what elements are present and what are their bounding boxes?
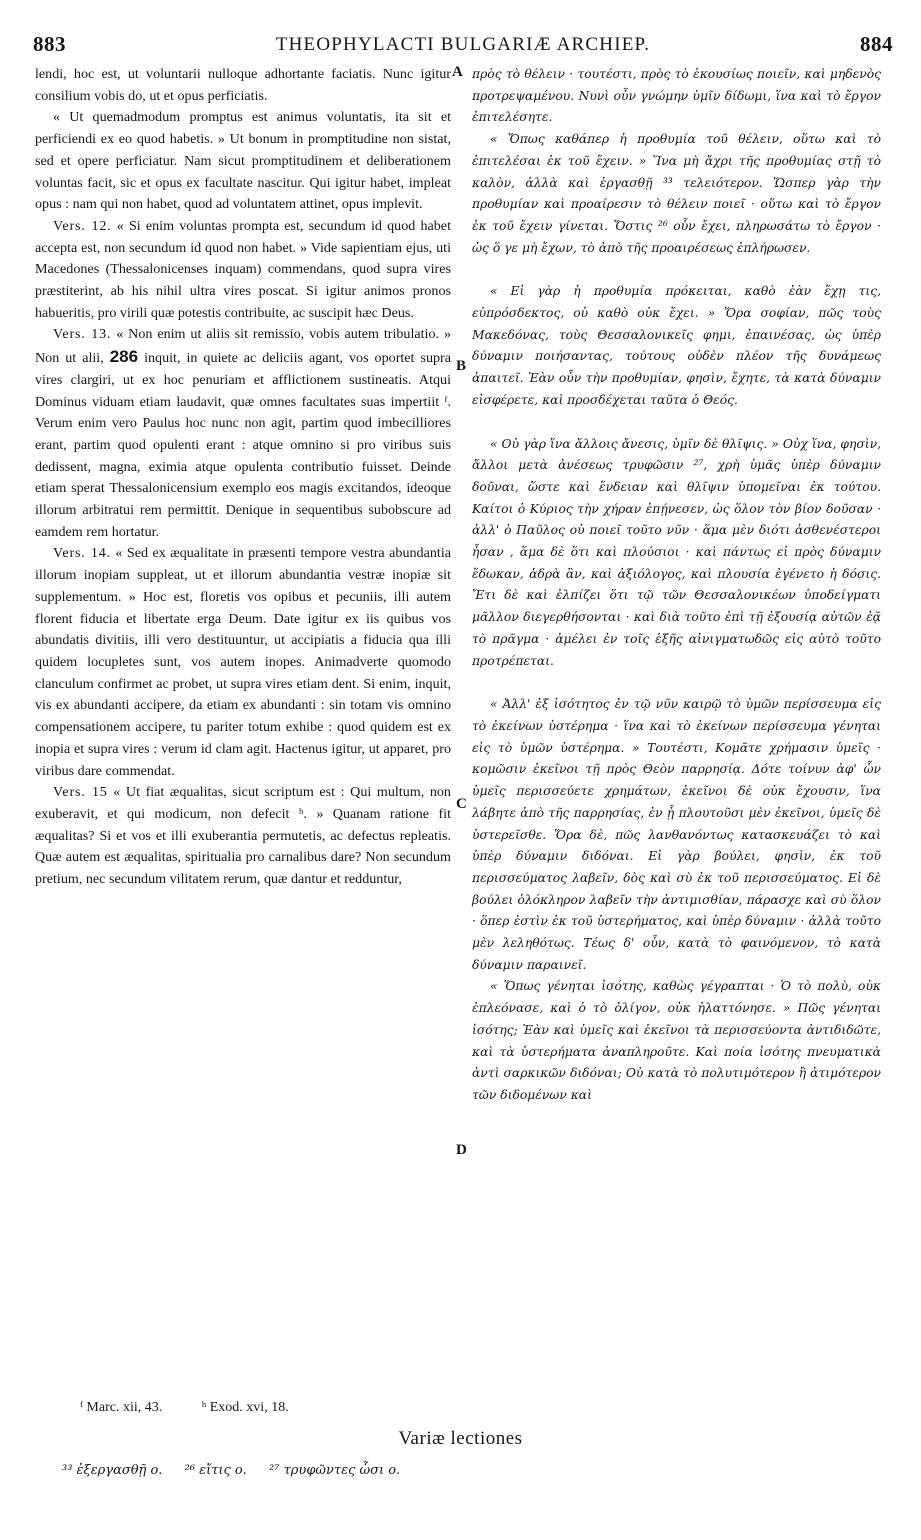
greek-paragraph: « Εἰ γὰρ ἡ προθυμία πρόκειται, καθὸ ἐὰν ἔχῃ τις, εὐπρόσδεκτος, οὐ καθὸ οὐκ ἔχει. » Ὅρα σοφίαν, πῶς τοὺς Μακεδόνας, τοὺς Θεσσαλονικεῖς φημι, ἐπαινέσας, ὡς ὑπὲρ δύναμιν ποιήσαντας, τούτους οὐδὲν πλέον τῆς δυνάμεως ἀπαιτεῖ. Ἐὰν οὖν τὴν προθυμίαν, φησὶν, ἔχητε, τὰ κατὰ δύναμιν εἰσφέρετε, καὶ προσδέχεται ταῦτα ὁ Θεός. (472, 284, 881, 407)
verse-text: inquit, in quiete ac deliciis agant, vos oportet supra vires clargiri, ut ex hoc penuriam et afflictionem sustineatis. Atqui Dominus viduam etiam laudavit, quæ omnes facultates suas impertiit ᶠ. Verum enim vero Paulus hoc nunc non agit, partim quod imbecilliores erant, partim quod opulenti erant : atque omnino si pro viribus suis dedissent, magna, eximia atque opulenta contributio fuisset. Deinde etiam sperat Thessalonicensium exemplo eos magis excitandos, ideoque illorum arbitratui rem permittit. Denique in sequentibus subobscure ad eamdem rem hortatur. (35, 350, 451, 540)
section-marker-c: C (456, 796, 467, 812)
page-number-left: 883 (33, 32, 66, 56)
page-header (33, 32, 893, 60)
latin-verse-13 (35, 324, 451, 543)
greek-paragraph: « Οὐ γὰρ ἵνα ἄλλοις ἄνεσις, ὑμῖν δὲ θλῖψις. » Οὐχ ἵνα, φησὶν, ἄλλοι μετὰ ἀνέσεως τρυφῶσιν ²⁷, χρὴ ὑμᾶς ὑπὲρ δύναμιν δοῦναι, ὥστε καὶ ἔνδειαν καὶ θλῖψιν ὑπομεῖναι ἐκ τούτου. Καίτοι ὁ Κύριος τὴν χήραν ἐπῄνεσεν, ὡς ὅλον τὸν βίον δοῦσαν · ἀλλ' ὁ Παῦλος οὐ ποιεῖ τοῦτο νῦν · ἅμα μὲν διότι ἀσθενέστεροι ἦσαν , ἅμα δὲ ὅτι καὶ πλούσιοι · καὶ πάντως εἰ πρὸς δύναμιν ἔδωκαν, ἁδρὰ ἂν, καὶ ἀξιόλογος, καὶ πλουσία ἐγένετο ἡ δόσις. Ἔτι δὲ καὶ ἐλπίζει ὅτι τῷ τῶν Θεσσαλονικέων ὑποδείγματι μᾶλλον διεγερθήσονται · καὶ διὰ τοῦτο ἐπὶ τῇ ἐξουσίᾳ αὐτῶν ἐᾷ τὸ πρᾶγμα · ἀμέλει ἐν τοῖς ἑξῆς αἰνιγματωδῶς εἰς αὐτὸ τοῦτο προτρέπεται. (472, 436, 881, 668)
footnote-h: ʰ Exod. xvi, 18. (201, 1400, 289, 1415)
footnotes (80, 1400, 325, 1416)
variant-27: ²⁷ τρυφῶντες ὦσι ο. (269, 1463, 401, 1478)
greek-paragraph: « Ὅπως καθάπερ ἡ προθυμία τοῦ θέλειν, οὕτω καὶ τὸ ἐπιτελέσαι ἐκ τοῦ ἔχειν. » Ἵνα μὴ ἄχρι τῆς προθυμίας στῇ τὸ καλὸν, ἀλλὰ καὶ ἐργασθῇ ³³ τελειότερον. Ὥσπερ γὰρ τὴν προθυμίαν καὶ προαίρεσιν τὸ θέλειν ποιεῖ · οὕτω καὶ τὸ ἔργον ἐκ τοῦ ἔχειν γίνεται. Ὅστις ²⁶ οὖν ἔχει, πληρωσάτω τὸ ἔργον · ὡς ὅ γε μὴ ἔχων, τὸ ἀπὸ τῆς προαιρέσεως ἐπλήρωσεν. (472, 132, 881, 255)
verse-label: Vers. 12. (53, 217, 112, 234)
latin-verse-12 (35, 216, 451, 325)
variant-26: ²⁶ εἴτις ο. (184, 1463, 247, 1478)
page-number-right: 884 (860, 32, 893, 56)
verse-text: « Si enim voluntas prompta est, secundum id quod habet accepta est, non secundum id quod non habet. » Vide sapientiam ejus, uti Macedones (Thessalonicenses inquam) commendans, quod supra vires præstiterint, ab his nihil ultra vires poscat. Si igitur animos pronos habueritis, pro virili quæ potestis contribuite, ac suscipit hæc Deus. (35, 217, 451, 321)
greek-paragraph: « Ὅπως γένηται ἰσότης, καθὼς γέγραπται · Ὁ τὸ πολὺ, οὐκ ἐπλεόνασε, καὶ ὁ τὸ ὀλίγον, οὐκ ἠλαττόνησε. » Πῶς γένηται ἰσότης; Ἐὰν καὶ ὑμεῖς καὶ ἐκεῖνοι τὰ περισσεύοντα ἀντιδιδῶτε, καὶ τὰ ὑστερήματα ἀναπληροῦτε. Καὶ ποία ἰσότης πνευματικὰ ἀντὶ σαρκικῶν διδόναι; Οὐ κατὰ τὸ πολυτιμότερον ἢ ἀτιμότερον τῶν διδομένων καὶ (472, 979, 881, 1102)
section-marker-a: A (452, 64, 463, 80)
section-marker-b: B (456, 358, 467, 374)
verse-text: « Sed ex æqualitate in præsenti tempore vestra abundantia illorum inopiam suppleat, ut et illorum abundantia vestræ inopiæ sit supplementum. » Hoc est, floretis vos opibus et pecuniis, illi autem florent fiducia et libertate erga Deum. Date igitur ex iis quibus vos abundatis divitiis, illi vero destituuntur, ut accipiatis a fiducia qua illi quidem locupletes sunt, vos autem inopes. Animadverte quomodo clanculum confirmet ac probet, ut supra vires etiam dent. Si enim, inquit, vis ex abundanti accipere, da etiam ex abundanti : sin totam vis omnino compensationem accipere, tu pariter totum exhibe : quod quidem est ex inopia et supra vires : verum id clam agit. Hactenus igitur, ut apparet, pro viribus dare commendat. (35, 545, 451, 779)
variae-lectiones-title: Variæ lectiones (398, 1428, 523, 1449)
verse-text: « Ut fiat æqualitas, sicut scriptum est : Qui multum, non exuberavit, et qui modicum, non defecit ʰ. » Quanam ratione fit æqualitas? Si et vos et illi exuberantia permutetis, ac defectus repleatis. Quæ autem est æqualitas, spiritualia pro carnalibus dare? Non secundum pretium, nec secundum vilitatem rerum, quæ dantur et redduntur, (35, 784, 451, 888)
greek-paragraph: πρὸς τὸ θέλειν · τουτέστι, πρὸς τὸ ἑκουσίως ποιεῖν, καὶ μηδενὸς προτρεψαμένου. Νυνὶ οὖν γνώμην ὑμῖν δίδωμι, ἵνα καὶ τὸ ἔργον ἐπιτελέσητε. (472, 67, 881, 125)
latin-paragraph: « Ut quemadmodum promptus est animus voluntatis, ita sit et perficiendi ex eo quod habetis. » Ut bonum in promptitudine non sistat, sed et opere perficiatur. Nam sicut promptitudinem et deliberationem voluntas facit, sic et opus ex facultate nascitur. Qui igitur habet, impleat opus : nam qui non habet, quod ad voluntatem attinet, opus implevit. (35, 109, 451, 213)
verse-label: Vers. 14. (53, 545, 111, 562)
running-title: THEOPHYLACTI BULGARIÆ ARCHIEP. (275, 34, 651, 55)
latin-column (35, 64, 451, 891)
greek-column (472, 64, 881, 1107)
verse-text: « Non enim ut aliis sit remissio, vobis autem tribulatio. » Non ut alii, (35, 326, 451, 367)
latin-paragraph: lendi, hoc est, ut voluntarii nulloque adhortante faciatis. Nunc igitur consilium vobis do, ut et opus perficiatis. (35, 66, 451, 104)
variae-lectiones (62, 1463, 418, 1478)
latin-verse-14 (35, 543, 451, 782)
verse-label: Vers. 13. (53, 326, 112, 343)
verse-label: Vers. 15 (53, 784, 108, 801)
greek-paragraph: « Ἀλλ' ἐξ ἰσότητος ἐν τῷ νῦν καιρῷ τὸ ὑμῶν περίσσευμα εἰς τὸ ἐκείνων ὑστέρημα · ἵνα καὶ τὸ ἐκείνων περίσσευμα γένηται εἰς τὸ ὑμῶν ὑστέρημα. » Τουτέστι, Κομᾶτε χρήμασιν ὑμεῖς · κομῶσιν ἐκεῖνοι τῇ πρὸς Θεὸν παρρησίᾳ. Δότε τοίνυν ἀφ' ὧν ὑμεῖς περισσεύετε χρημάτων, ἐκεῖνοι δὲ οὐκ ἔχουσιν, ἵνα λάβητε ἀπὸ τῆς παρρησίας, ἐν ᾗ πλουτοῦσι μὲν ἐκεῖνοι, ὑμεῖς δὲ ὑστερεῖσθε. Ὅρα δὲ, πῶς λανθανόντως κατασκευάζει τὸ καὶ ὑπὲρ δύναμιν διδόναι. Εἰ γὰρ βούλει, φησὶν, ἐκ τοῦ περισσεύματος λαβεῖν, δὸς καὶ σὺ ἐκ τοῦ περισσεύματος. Εἰ δὲ βούλει ὁλόκληρον λαβεῖν τὴν ἀντιμισθίαν, πάρασχε καὶ σὺ ὅλον · ὅπερ ἐστὶν ἐκ τοῦ ὑστερήματος, καὶ ὑπὲρ δύναμιν · ἀλλὰ τοῦτο μὲν λεληθότως. Τέως δ' οὖν, κατὰ τὸ φαινόμενον, τὸ κατὰ δύναμιν παραινεῖ. (472, 697, 881, 972)
section-marker-d: D (456, 1142, 467, 1158)
latin-verse-15 (35, 782, 451, 891)
footnote-f: ᶠ Marc. xii, 43. (80, 1400, 163, 1415)
variant-33: ³³ ἐξεργασθῇ ο. (62, 1463, 163, 1478)
column-number: 286 (109, 347, 139, 367)
